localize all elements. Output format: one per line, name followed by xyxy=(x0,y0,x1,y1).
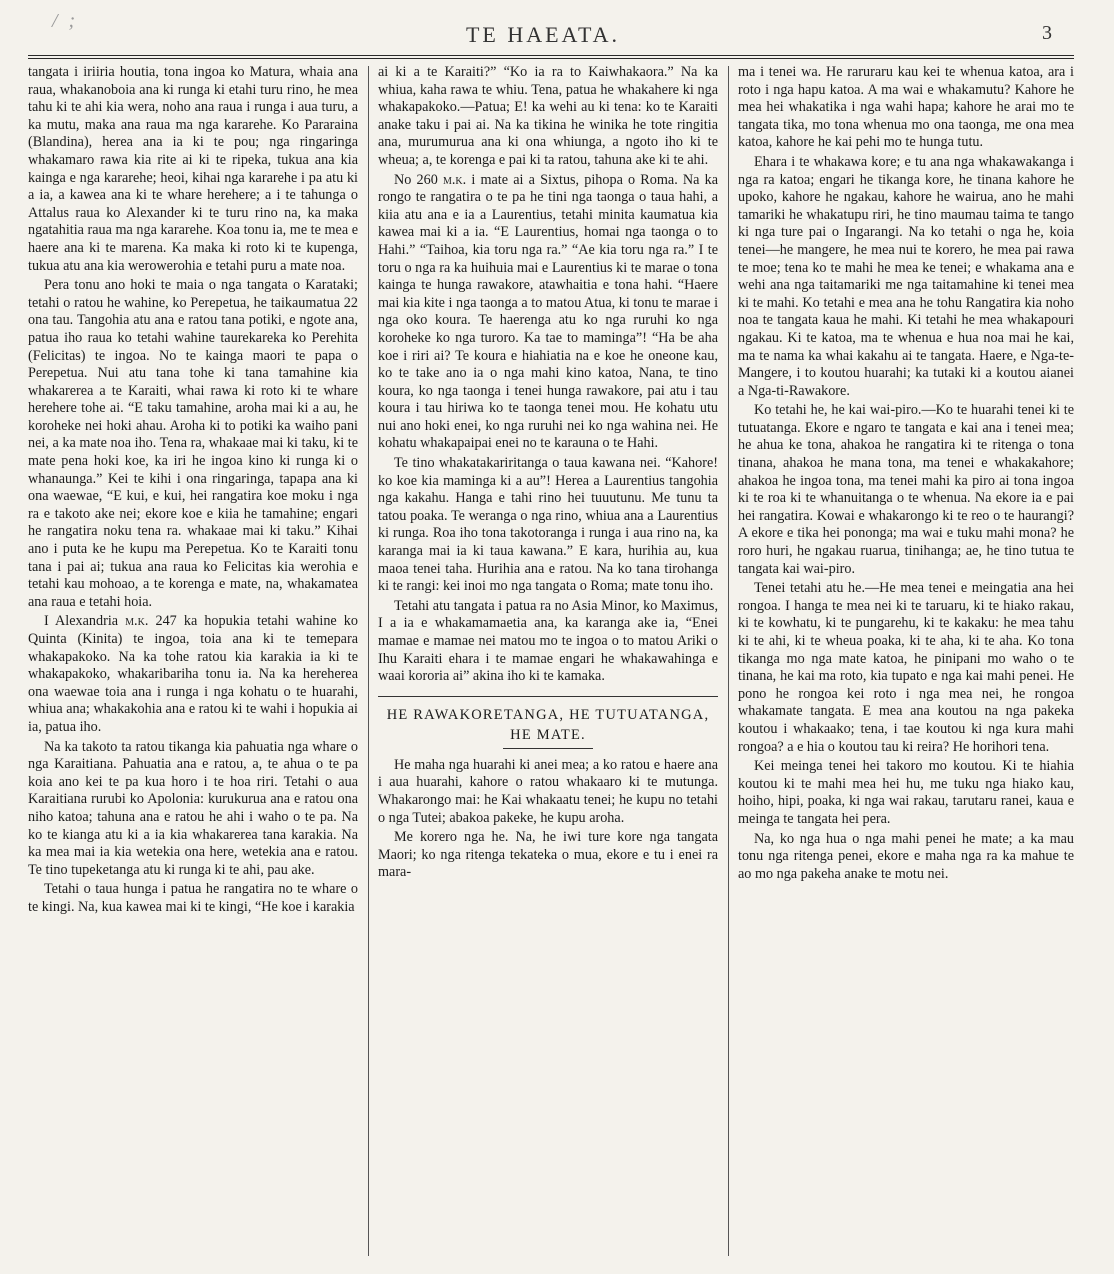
column-3 xyxy=(738,64,1074,1264)
header-rule-secondary xyxy=(28,58,1074,59)
paragraph: Te tino whakatakariritanga o taua kawana nei. “Kahore! ko koe kia maminga ki a au”! Herea a Laurentius tangohia nga kakahu. Hanga e tahi rino hei tuuutunu. Me tunu ta tatou poaka. Te weranga o nga rino, whiua ana a Laurentius ki runga. Roa iho tona takotoranga i runga i aua rino na, ka karanga mai ia ki taua kawana.” E kara, hurihia au, kua maoa tenei taha. Hurihia ana e ratou. Na ko tana tirohanga ki te rangi: kei inoi mo nga tangata o Roma; mate tonu iho. xyxy=(378,455,718,595)
paragraph-rest: 247 ka hopukia tetahi wahine ko Quinta (Kinita) te ingoa, toia ana ki te temepara whakapakoko. Na ka tohe ratou kia karakia ia ki te whakapakoko, whakaribariha tonu ia. Na ka hereherea ona waewae toia ana i runga i nga kohatu o te huarahi, whiua ana; whakakohia ana e ratou ki te wahi i hopukia ai ia, patua iho. xyxy=(28,613,358,735)
paragraph-lead: I Alexandria xyxy=(44,613,126,630)
paragraph-rest: i mate ai a Sixtus, pihopa o Roma. Na ka rongo te rangatira o te pa he tini nga taonga o taua hahi, a kiia atu ana e ia a Laurentius, tetahi minita kaumatua kia kawea mai ki a ia. “E Laurentius, homai nga taonga o to Hahi.” “Taihoa, kia toru nga ra.” “Ae kia toru nga ra.” I te toru o nga ra ka huihuia mai e Laurentius ki te marae o tona kainga te hunga rawakore, atawhaitia e tona hahi. “Haere mai kia kite i nga taonga a to matou Atua, ki tonu te marae i nga oko koura. Te haerenga atu ko nga ruruhi ko nga koroheke ko nga turoro. Ka tae to maminga”! “Ha be aha koe i riri ai? Te koura e hiahiatia na e koe he oneone kau, ko te take ano ia o nga mahi kino katoa, Nana, te tino koura, ko nga taonga i tenei hunga rawakore, pai atu i tau koura i tau hiriwa ko te taonga tenei mou. He kohatu utu nui ano hoki enei, ko nga ruruhi nei ko nga wahina nei. He kohatu whakapaipai enei no te karauna o te Hahi. xyxy=(378,171,718,452)
paragraph: tangata i iriiria houtia, tona ingoa ko Matura, whaia ana raua, whakanoboia ana ki runga ki etahi turu rino, he mea tahu ki te ahi kia wera, noho ana raua i runga i aua turu, a ka mutu, maka ana raua ma nga kararehe. Ko Pararaina (Blandina), herea ana ia ki te pou; nga ringaringa whakamaro rawa kia rite ai ki te ripeka, tukua ana kia kainga e nga kararehe; heoi, kihai nga kararehe i pa atu ki a ia, a kawea ana ki te whare herehere; a i te tahunga o Attalus raua ko Alexander ki te turu rino na, ka maka ngatahitia raua ma nga kararehe. Koa tonu ia, me te mea e haere ana ki te marena. Ka maka ki roto ki te kupenga, tukua atu ana kia werowerohia e tetahi puru a mate noa. xyxy=(28,64,358,274)
page-number: 3 xyxy=(1042,22,1052,44)
corner-mark: / ; xyxy=(52,10,79,32)
paragraph: Tetahi atu tangata i patua ra no Asia Minor, ko Maximus, I a ia e whakamamaetia ana, ka karanga ake ia, “Enei mamae e mamae nei matou mo te ingoa o to matou Ariki o Ihu Karaiti ehara i te mamae engari he whakawahinga e waai kororia ai” akina iho ki te kamaka. xyxy=(378,597,718,685)
column-2 xyxy=(378,64,718,1264)
header-rule xyxy=(28,55,1074,56)
paragraph: Tenei tetahi atu he.—He mea tenei e meingatia ana hei rongoa. I hanga te mea nei ki te taruaru, ki te hiako rakau, ki te kowhatu, ki te pungarehu, ki te kakaku: he mea tahu ki te ahi, ki te wheua poaka, ki te aha, ki te aha. Ko tona tikanga mo nga mate katoa, he pinipani mo waho o te tinana, he kai ma roto, kia tupato e nga kai mahi penei. He pono he rongoa kei roto i nga mea nei, he rongoa whakamate tangata. E mea ana koutou na nga pakeka koutou i whakaako; tena, i tae koutou ki nga kura mahi rongoa? a e hia o koutou tau ki reira? He horihori tena. xyxy=(738,580,1074,755)
section-heading: HE RAWAKORETANGA, HE TUTUATANGA, HE MATE. xyxy=(386,706,710,743)
paragraph: Na ka takoto ta ratou tikanga kia pahuatia nga whare o nga Karaitiana. Pahuatia ana e ratou, a, te ahua o te pa koia ano kei te pa kua horo i te hoa riri. Tetahi o aua Karaitiana rurubi ko Apolonia: kurukurua ana e ratou ona niho katoa; tahuna ana e ratou he ahi i waho o te pa. Na ko te kianga atu ki a ia kia whakarerea tana karakia. Na ka mea mai ia kia wetekia ona here, wetekia ana e ratou. Te tino tupeketanga atu ki runga ki te ahi, pau ake. xyxy=(28,738,358,878)
paragraph: Na, ko nga hua o nga mahi penei he mate; a ka mau tonu nga ritenga penei, ekore e maha nga ra ka mahue te ao mo nga pakeha anake te motu nei. xyxy=(738,830,1074,882)
paragraph xyxy=(28,613,358,736)
heading-underline xyxy=(503,748,593,749)
paragraph-lead: No 260 xyxy=(394,171,443,188)
section-rule xyxy=(378,696,718,697)
paragraph: Tetahi o taua hunga i patua he rangatira no te whare o te kingi. Na, kua kawea mai ki te kingi, “He koe i karakia xyxy=(28,881,358,915)
era-abbreviation: m.k. xyxy=(125,613,149,630)
era-abbreviation: m.k. xyxy=(442,171,467,188)
paragraph: Kei meinga tenei hei takoro mo koutou. Ki te hiahia koutou ki te mahi mea hei hu, me tuku nga hiako kau, hoiho, hipi, poaka, ki nga wai rakau, tarutaru ranei, kaua e meinga te tangata hei pera. xyxy=(738,758,1074,827)
paragraph: Me korero nga he. Na, he iwi ture kore nga tangata Maori; ko nga ritenga tekateka o mua, ekore e tu i enei ra mara- xyxy=(378,829,718,881)
paragraph: ai ki a te Karaiti?” “Ko ia ra to Kaiwhakaora.” Na ka whiua, kaha rawa te whiu. Tena, patua he whakahere ki nga whakapakoko.—Patua; E! ka wehi au ki tena: ko te Karaiti anake taku i pai ai. Na ka tikina he winika he tote ringitia ana, murumurua ana ki ona whiunga, a ngoto iho ki te wheua; a, te korenga e pai ki ta ratou, tahuna ake ki te ahi. xyxy=(378,64,718,168)
paragraph: ma i tenei wa. He raruraru kau kei te whenua katoa, ara i roto i nga hapu katoa. A ma wai e whakamutu? Kahore he mea hei whakatika i nga wahi hapa; kahore he arai mo te tangata tika, mo tona whenua mo ona taonga, me ona mea katoa, kahore he kai pehi mo te hunga tutu. xyxy=(738,64,1074,151)
column-1 xyxy=(28,64,358,1264)
page-masthead: TE HAEATA. xyxy=(465,22,621,47)
paragraph: Ko tetahi he, he kai wai-piro.—Ko te huarahi tenei ki te tutuatanga. Ekore e ngaro te tangata e kai ana i tenei mea; he ahua ke tona, ahakoa he rangatira ki te ritenga o tona tinana, ahakoa he mana tona, ma tenei e whakakahore; ahakoa he ingoa tona, ma tenei mahi ka piro ai tona ingoa ki te roa ki te whanuitanga o te whenua. Na ekore ia e pai hei rangatira. Kowai e whakarongo ki te reo o te haurangi? A ekore e tika hei pononga; ma wai e tuku mahi mona? he roro huri, he ngakau ruarua, tinihanga; ae, he tino tutua te tangata kai wai-piro. xyxy=(738,402,1074,577)
paragraph xyxy=(378,172,718,454)
paragraph: He maha nga huarahi ki anei mea; a ko ratou e haere ana i aua huarahi, kahore o ratou whakaaro ki te mutunga. Whakarongo mai: he Kai whakaatu tenei; he kupu no tetahi o nga Tutei; abakoa pakeke, he kupu aroha. xyxy=(378,756,718,826)
paragraph: Ehara i te whakawa kore; e tu ana nga whakawakanga i nga ra katoa; engari he tikanga kore, he tinana kahore he upoko, kahore he ngakau, kahore he wairua, ano he mahi tamariki he whakatupu riri, he tino maumau taima te tango ki nga ture pai o Ingarangi. Na ko tetahi o nga he, koia tenei—he mangere, he mea nui te korero, he mea pai rawa te moe; tena ko te mahi he mea ke tenei; e whakama ana e wehi ana nga taitamariki me nga taitamahine ki tenei mea ki te mahi. Ko tetahi e mea ana he tohu Rangatira kia noho noa te tangata kaua he mahi. Ki tetahi he mea whakapouri ngakau. Ki te katoa, ma te whenua e hua noa mai he kai, ma te nama ka whai kakahu ai te tangata. Haere, e Nga-te-Mangere, i to koutou huarahi; ka tutaki ki a koutou aianei a Nga-ti-Rawakore. xyxy=(738,153,1074,399)
column-divider xyxy=(728,66,729,1256)
paragraph: Pera tonu ano hoki te maia o nga tangata o Karataki; tetahi o ratou he wahine, ko Perepetua, he taikaumatua 22 ona tau. Tangohia atu ana e ratou tana potiki, e ngote ana, patua iho raua ko tetahi wahine taurekareka ko Perehita (Felicitas) te ingoa. No te kainga maori te papa o Perepetua. Nui atu tana tohe ki tana tamahine kia whakarerea a te Karaiti, whai rawa ki roto ki te whare herehere tohe ai. “E taku tamahine, aroha mai ki a au, he koroheke nei hoki ahau. Aroha ki to potiki ka waiho pani nei, a ka mate noa iho. Tena ra, whakaae mai ki taku, ki te mate pena hoki koe, ka iri he ingoa kino ki runga ki o whanaunga.” Kei te kihi i ona ringaringa, tapapa ana ki ona waewae, “E kui, e kui, hei rangatira koe moku i nga ra e takoto ake nei; ekore koe e kiia he tamahine; engari he rangatira noku tena ra. whakaae mai ki taku.” Kihai ano i puta ke he kupu ma Perepetua. Ko te Karaiti tonu tana i pai ai; tukua ana raua ko Felicitas kia werohia e tetahi kau mohoao, a te korenga e mate, na, whakamatea ana raua e tetahi hoia. xyxy=(28,277,358,610)
column-divider xyxy=(368,66,369,1256)
